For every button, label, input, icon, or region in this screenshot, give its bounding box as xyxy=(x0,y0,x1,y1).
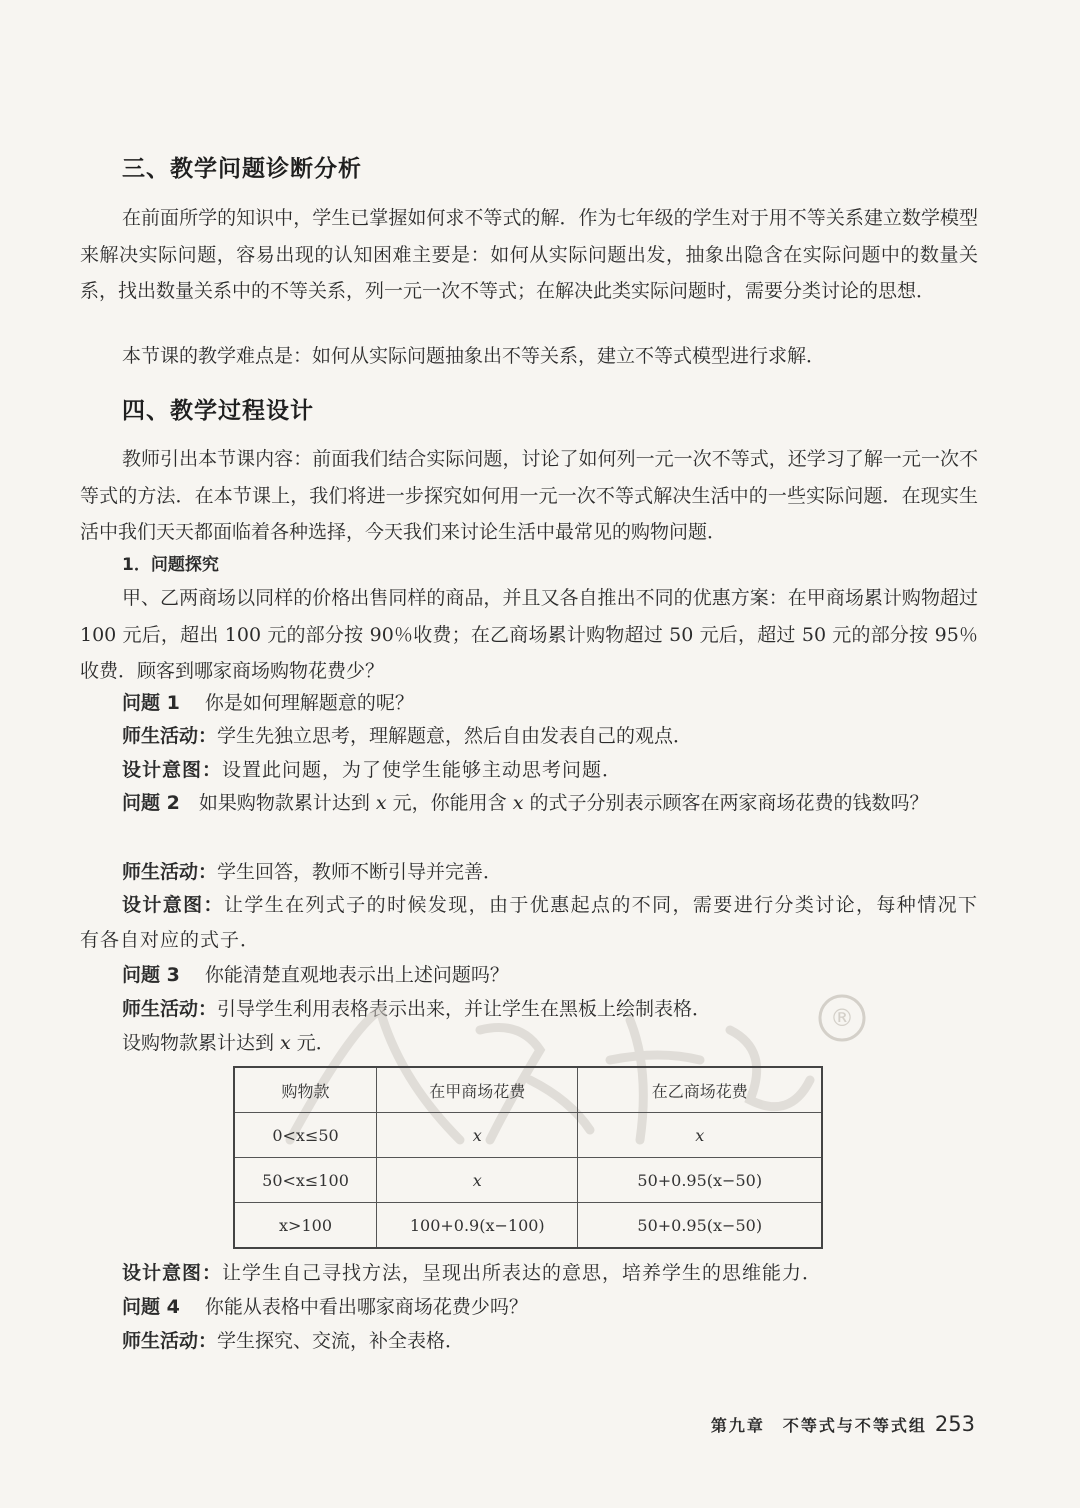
question-1 xyxy=(122,688,978,718)
question-2-text-a: 如果购物款累计达到 xyxy=(198,792,376,814)
activity-1-text: 学生先独立思考，理解题意，然后自由发表自己的观点． xyxy=(217,725,693,747)
activity-2 xyxy=(122,857,978,887)
table-cell: 50+0.95(x−50) xyxy=(578,1203,822,1249)
table-row xyxy=(234,1158,822,1203)
table-row xyxy=(234,1113,822,1158)
table-cell: x xyxy=(377,1158,578,1203)
design-intent-3-label: 设计意图： xyxy=(122,1262,223,1284)
subheading-text: 1．问题探究 xyxy=(122,555,219,575)
design-intent-2-label: 设计意图： xyxy=(122,894,224,916)
paragraph-difficulty: 本节课的教学难点是：如何从实际问题抽象出不等关系，建立不等式模型进行求解． xyxy=(122,345,826,367)
activity-1-label: 师生活动： xyxy=(122,725,218,747)
table-cell: x xyxy=(578,1113,822,1158)
question-2-var-2: x xyxy=(512,792,524,814)
table-header-cell: 在乙商场花费 xyxy=(578,1067,822,1113)
table-cell: x xyxy=(377,1113,578,1158)
design-intent-2-text: 让学生在列式子的时候发现，由于优惠起点的不同，需要进行分类讨论，每种情况下有各自对应的式子． xyxy=(80,894,978,951)
page-footer xyxy=(711,1412,975,1436)
paragraph-diagnosis: 在前面所学的知识中，学生已掌握如何求不等式的解．作为七年级的学生对于用不等关系建立数学模型来解决实际问题，容易出现的认知困难主要是：如何从实际问题出发，抽象出隐含在实际问题中的数量关系，找出数量关系中的不等关系，列一元一次不等式；在解决此类实际问题时，需要分类讨论的思想． xyxy=(80,207,978,302)
question-1-text: 你是如何理解题意的呢？ xyxy=(204,692,414,714)
question-2-var-1: x xyxy=(375,792,387,814)
table-cell: 50+0.95(x−50) xyxy=(578,1158,822,1203)
table-header-row xyxy=(234,1067,822,1113)
cost-comparison-table xyxy=(233,1066,823,1249)
activity-2-label: 师生活动： xyxy=(122,861,218,883)
activity-3-text: 引导学生利用表格表示出来，并让学生在黑板上绘制表格． xyxy=(217,998,712,1020)
activity-4-label: 师生活动： xyxy=(122,1330,218,1352)
table-row xyxy=(234,1203,822,1249)
table-header-cell: 购物款 xyxy=(234,1067,377,1113)
page-number: 253 xyxy=(934,1412,975,1436)
assume-line xyxy=(122,1028,978,1058)
question-3-text: 你能清楚直观地表示出上述问题吗？ xyxy=(204,964,509,986)
registered-mark: ® xyxy=(830,1004,854,1032)
activity-4-text: 学生探究、交流，补全表格． xyxy=(217,1330,465,1352)
section-heading-3: 三、教学问题诊断分析 xyxy=(122,156,362,182)
question-4-text: 你能从表格中看出哪家商场花费少吗？ xyxy=(204,1296,528,1318)
design-intent-1-text: 设置此问题，为了使学生能够主动思考问题． xyxy=(222,759,623,781)
paragraph-problem: 甲、乙两商场以同样的价格出售同样的商品，并且又各自推出不同的优惠方案：在甲商场累计购物超过 100 元后，超出 100 元的部分按 90％收费；在乙商场累计购物超过 50 元后，超过 50 元的部分按 95％收费．顾客到哪家商场购物花费少？ xyxy=(80,587,978,682)
section-heading-4: 四、教学过程设计 xyxy=(122,398,314,424)
assume-text-b: 元． xyxy=(290,1032,335,1054)
design-intent-1 xyxy=(122,755,978,785)
activity-3 xyxy=(122,994,978,1024)
question-1-label: 问题 1 xyxy=(122,692,180,714)
question-3-label: 问题 3 xyxy=(122,964,180,986)
assume-var: x xyxy=(280,1032,291,1054)
design-intent-3-text: 让学生自己寻找方法，呈现出所表达的意思，培养学生的思维能力． xyxy=(222,1262,823,1284)
design-intent-2 xyxy=(80,888,978,958)
table-cell: 100+0.9(x−100) xyxy=(377,1203,578,1249)
activity-4 xyxy=(122,1326,978,1356)
table-cell: 50<x≤100 xyxy=(234,1158,377,1203)
chapter-title: 第九章 不等式与不等式组 xyxy=(710,1416,927,1435)
question-3 xyxy=(122,960,978,990)
question-2-text-b: 元，你能用含 xyxy=(386,792,513,814)
question-4 xyxy=(122,1292,978,1322)
question-2 xyxy=(80,786,978,821)
question-2-text-c: 的式子分别表示顾客在两家商场花费的钱数吗？ xyxy=(523,792,929,814)
activity-3-label: 师生活动： xyxy=(122,998,218,1020)
subheading-problem-explore xyxy=(122,549,978,580)
paragraph-intro: 教师引出本节课内容：前面我们结合实际问题，讨论了如何列一元一次不等式，还学习了解一元一次不等式的方法．在本节课上，我们将进一步探究如何用一元一次不等式解决生活中的一些实际问题．在现实生活中我们天天都面临着各种选择，今天我们来讨论生活中最常见的购物问题． xyxy=(80,448,978,543)
question-2-label: 问题 2 xyxy=(122,792,180,814)
table-header-cell: 在甲商场花费 xyxy=(377,1067,578,1113)
design-intent-1-label: 设计意图： xyxy=(122,759,223,781)
design-intent-3 xyxy=(122,1258,978,1288)
activity-2-text: 学生回答，教师不断引导并完善． xyxy=(217,861,503,883)
table-cell: x>100 xyxy=(234,1203,377,1249)
activity-1 xyxy=(122,721,978,751)
assume-text-a: 设购物款累计达到 xyxy=(122,1032,281,1054)
table-cell: 0<x≤50 xyxy=(234,1113,377,1158)
question-4-label: 问题 4 xyxy=(122,1296,180,1318)
